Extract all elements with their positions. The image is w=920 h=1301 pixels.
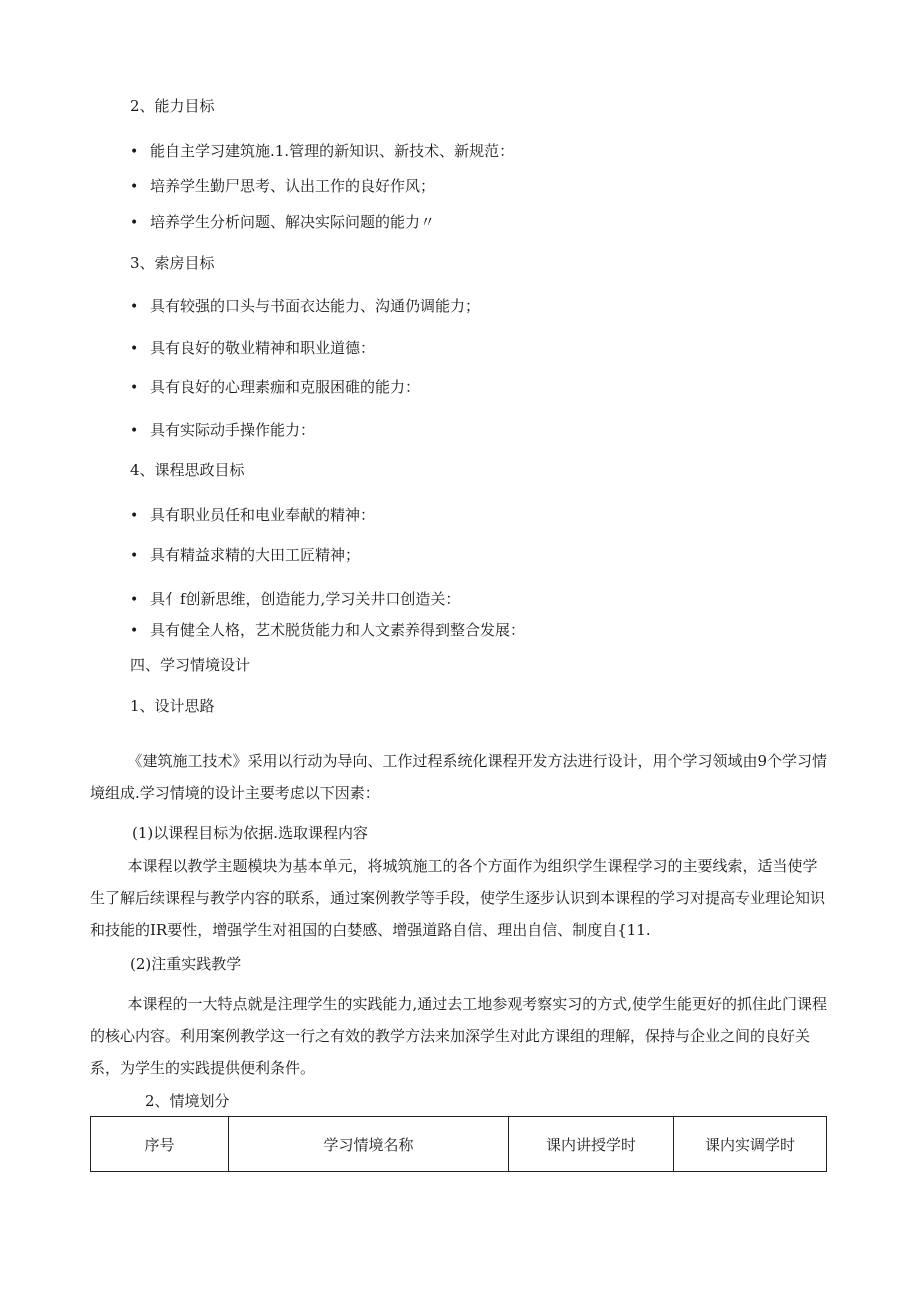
subsection-heading-2: 2、情境划分	[145, 1092, 230, 1110]
table-header-cell: 学习情境名称	[229, 1117, 509, 1172]
intro-paragraph: 《建筑施工技术》采用以行动为导向、工作过程系统化课程开发方法进行设计，用个学习领域由9个学习情境组成.学习情境的设计主要考虑以下因素：	[90, 752, 828, 802]
point-1-paragraph: 本课程以教学主题模块为基本单元，将城筑施工的各个方面作为组织学生课程学习的主要线索，适当使学生了解后续课程与教学内容的联系，通过案例教学等手段，使学生逐步认识到本课程的学习对提高专业理论知识和技能的IR要性，增强学生对祖国的白婪感、增强道路自信、理出自信、制度自{11.	[90, 857, 826, 939]
bullet-icon: •	[130, 299, 139, 315]
list-item: • 具有健全人格，艺术脱货能力和人文素养得到整合发展：	[130, 621, 526, 639]
point-2-paragraph: 本课程的一大特点就是注理学生的实践能力,通过去工地参观考察实习的方式,使学生能更好的抓住此门课程的核心内容。利用案例教学这一行之有效的教学方法来加深学生对此方课组的理解，保持与企业之间的良好关系，为学生的实践提供便利条件。	[90, 995, 828, 1077]
table-header-cell: 序号	[91, 1117, 229, 1172]
list-item: • 具有良好的敬业精神和职业道德：	[130, 339, 376, 357]
table-header-cell: 课内讲授学时	[509, 1117, 674, 1172]
list-item: • 具有职业员任和电业奉献的精神：	[130, 506, 376, 524]
list-item: • 具有较强的口头与书面衣达能力、沟通仍调能力；	[130, 297, 481, 315]
bullet-icon: •	[130, 144, 139, 160]
bullet-icon: •	[130, 179, 139, 195]
list-item: • 具亻f创新思维，创造能力,学习关井口创造关：	[130, 590, 461, 608]
point-1-title: (1)以课程目标为依据.选取课程内容	[132, 824, 369, 842]
point-2-title: (2)注重实践教学	[130, 955, 242, 973]
subsection-heading: 1、设计思路	[130, 697, 215, 715]
bullet-icon: •	[130, 623, 139, 639]
bullet-icon: •	[130, 341, 139, 357]
ideology-heading: 4、课程思政目标	[130, 461, 245, 479]
bullet-icon: •	[130, 592, 139, 608]
situation-table	[90, 1116, 827, 1172]
bullet-icon: •	[130, 548, 139, 564]
list-item: • 具有实际动手操作能力：	[130, 421, 316, 439]
bullet-icon: •	[130, 508, 139, 524]
bullet-icon: •	[130, 380, 139, 396]
list-item: • 培养学生分析问题、解决实际问题的能力〃	[130, 213, 436, 231]
table-header-row	[91, 1117, 827, 1172]
quality-heading: 3、索房目标	[130, 254, 215, 272]
ability-heading: 2、能力目标	[130, 97, 215, 115]
section-heading: 四、学习情境设计	[130, 656, 251, 674]
list-item: • 具有精益求精的大田工匠精神；	[130, 546, 361, 564]
bullet-icon: •	[130, 215, 139, 231]
list-item: • 能自主学习建筑施.1.管理的新知识、新技术、新规范：	[130, 142, 515, 160]
table-header-cell: 课内实调学时	[674, 1117, 827, 1172]
list-item: • 培养学生勤尸思考、认出工作的良好作风；	[130, 177, 436, 195]
bullet-icon: •	[130, 423, 139, 439]
list-item: • 具有良好的心理素痂和克服困碓的能力：	[130, 378, 421, 396]
